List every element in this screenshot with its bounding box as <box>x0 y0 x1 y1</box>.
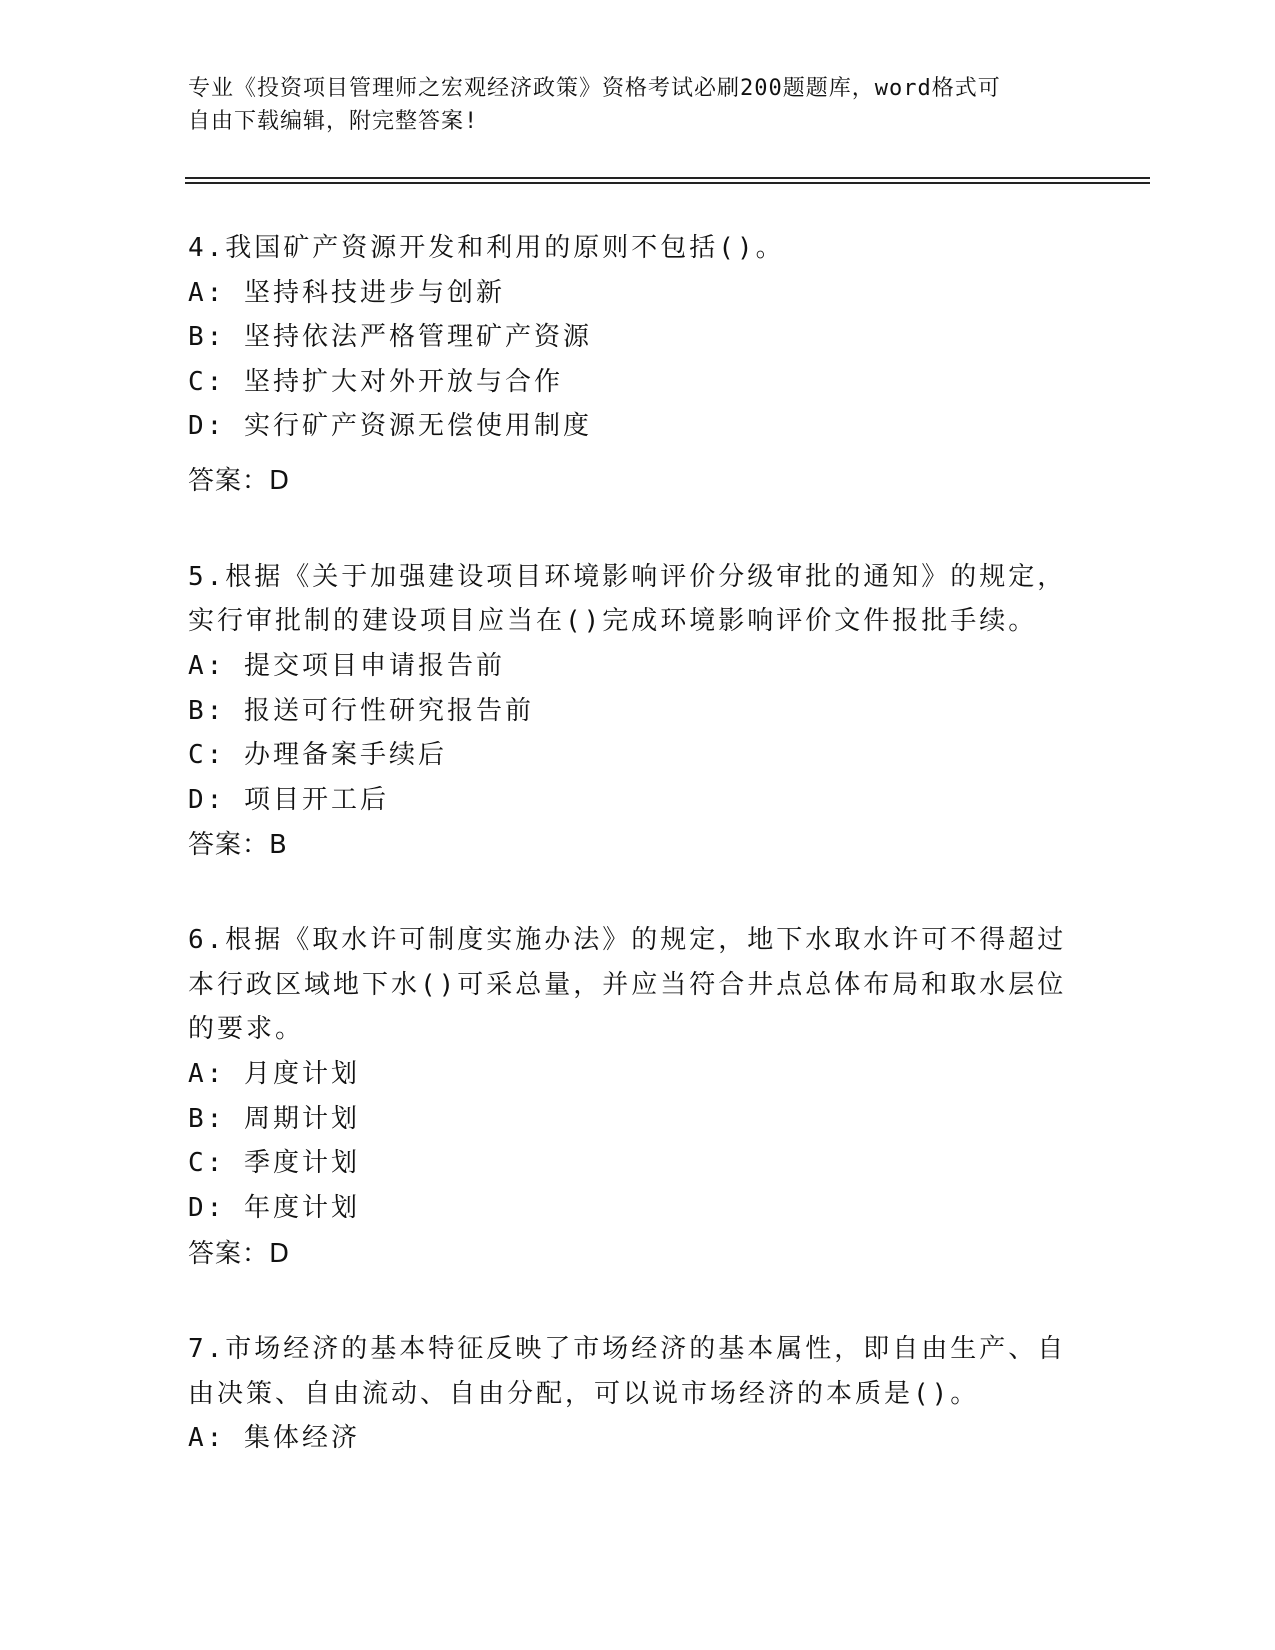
document-header <box>188 72 1068 138</box>
question-6-text-line-3: 的要求。 <box>188 1014 305 1044</box>
header-line-1: 专业《投资项目管理师之宏观经济政策》资格考试必刷200题题库，word格式可 <box>188 76 1001 101</box>
question-7-text-line-2: 由决策、自由流动、自由分配，可以说市场经济的本质是()。 <box>188 1379 980 1409</box>
question-6-option-a: A: 月度计划 <box>188 1059 360 1089</box>
question-4-option-a: A: 坚持科技进步与创新 <box>188 278 505 308</box>
question-6-option-b: B: 周期计划 <box>188 1104 360 1134</box>
question-5-option-c: C: 办理备案手续后 <box>188 740 447 770</box>
question-5-option-a: A: 提交项目申请报告前 <box>188 651 505 681</box>
question-6-text-line-2: 本行政区域地下水()可采总量，并应当符合井点总体布局和取水层位 <box>188 970 1067 1000</box>
question-4-answer: 答案：D <box>188 466 291 496</box>
question-6-option-d: D: 年度计划 <box>188 1193 360 1223</box>
question-5-option-b: B: 报送可行性研究报告前 <box>188 696 534 726</box>
question-4-option-b: B: 坚持依法严格管理矿产资源 <box>188 322 592 352</box>
question-5-answer: 答案：B <box>188 830 288 860</box>
header-divider-bottom <box>185 182 1150 184</box>
question-5-option-d: D: 项目开工后 <box>188 785 389 815</box>
question-6-text-line-1: 6.根据《取水许可制度实施办法》的规定，地下水取水许可不得超过 <box>188 925 1067 955</box>
question-5-text-line-1: 5.根据《关于加强建设项目环境影响评价分级审批的通知》的规定， <box>188 562 1067 592</box>
header-line-2: 自由下载编辑，附完整答案! <box>188 109 479 134</box>
question-4-text: 4.我国矿产资源开发和利用的原则不包括()。 <box>188 233 785 263</box>
header-divider-top <box>185 177 1150 179</box>
question-6-option-c: C: 季度计划 <box>188 1148 360 1178</box>
question-5-text-line-2: 实行审批制的建设项目应当在()完成环境影响评价文件报批手续。 <box>188 606 1038 636</box>
question-7-option-a: A: 集体经济 <box>188 1423 360 1453</box>
question-6-answer: 答案：D <box>188 1239 291 1269</box>
question-4-option-c: C: 坚持扩大对外开放与合作 <box>188 367 563 397</box>
question-4-option-d: D: 实行矿产资源无偿使用制度 <box>188 411 592 441</box>
question-7-text-line-1: 7.市场经济的基本特征反映了市场经济的基本属性，即自由生产、自 <box>188 1334 1067 1364</box>
